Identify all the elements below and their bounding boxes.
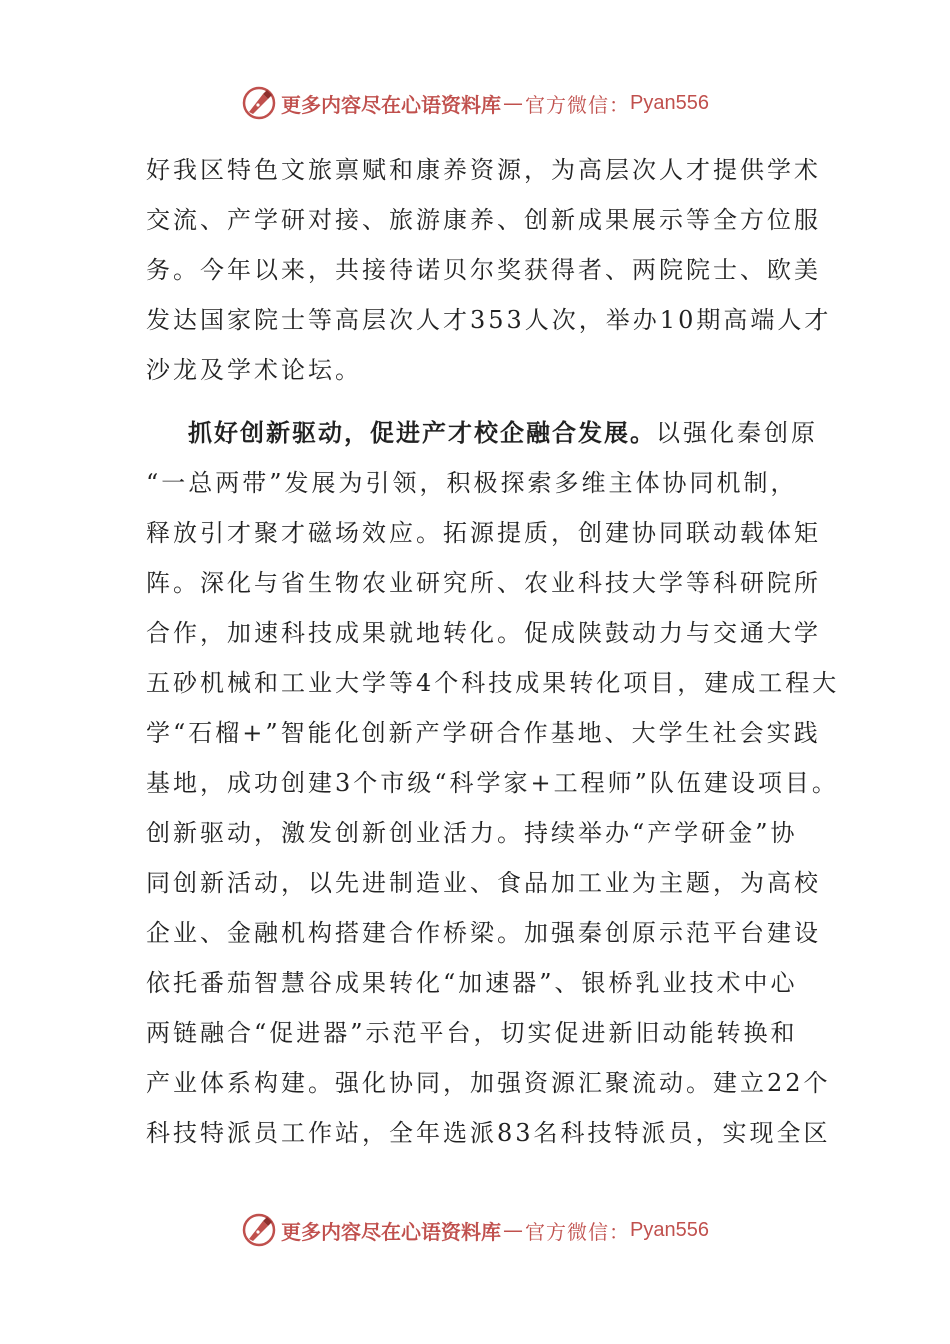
watermark-wechat-label: 官方微信：: [525, 1219, 631, 1244]
text-line: [146, 408, 826, 458]
text-line: 科技特派员工作站，全年选派83名科技特派员，实现全区: [146, 1119, 831, 1147]
footer-watermark: [0, 1210, 950, 1250]
text-line: 好我区特色文旅禀赋和康养资源，为高层次人才提供学术: [146, 156, 821, 184]
text-line: “一总两带”发展为引领，积极探索多维主体协同机制，: [146, 469, 798, 497]
watermark-separator: —: [503, 91, 524, 115]
watermark-wechat-label: 官方微信：: [525, 92, 631, 117]
text-line: 释放引才聚才磁场效应。拓源提质，创建协同联动载体矩: [146, 519, 821, 547]
text-line: 基地，成功创建3个市级“科学家+工程师”队伍建设项目。: [146, 769, 839, 797]
watermark-wechat-id: Pyan556: [630, 1218, 709, 1241]
watermark-site-name: 更多内容尽在心语资料库: [281, 92, 502, 117]
text-line: 创新驱动，激发创新创业活力。持续举办“产学研金”协: [146, 819, 798, 847]
text-line: 发达国家院士等高层次人才353人次，举办10期高端人才: [146, 306, 832, 334]
header-watermark: [0, 83, 950, 123]
text-line: 两链融合“促进器”示范平台，切实促进新旧动能转换和: [146, 1019, 798, 1047]
text-line: 合作，加速科技成果就地转化。促成陕鼓动力与交通大学: [146, 619, 821, 647]
pen-nib-logo-icon: [241, 85, 277, 121]
watermark-wechat-id: Pyan556: [630, 91, 709, 114]
watermark-separator: —: [503, 1218, 524, 1242]
text-line: 产业体系构建。强化协同，加强资源汇聚流动。建立22个: [146, 1069, 831, 1097]
watermark-site-name: 更多内容尽在心语资料库: [281, 1219, 502, 1244]
paragraph-gap: [146, 395, 826, 408]
text-line: 交流、产学研对接、旅游康养、创新成果展示等全方位服: [146, 206, 821, 234]
paragraph-2: [146, 408, 840, 1158]
text-line: 学“石榴+”智能化创新产学研合作基地、大学生社会实践: [146, 719, 821, 747]
text-line: 务。今年以来，共接待诺贝尔奖获得者、两院院士、欧美: [146, 256, 821, 284]
pen-nib-logo-icon: [241, 1212, 277, 1248]
text-line: 沙龙及学术论坛。: [146, 356, 362, 384]
text-line: 企业、金融机构搭建合作桥梁。加强秦创原示范平台建设: [146, 919, 821, 947]
paragraph-heading: 抓好创新驱动，促进产才校企融合发展。: [188, 418, 656, 447]
document-body: [146, 145, 840, 1158]
text-line: 五砂机械和工业大学等4个科技成果转化项目，建成工程大: [146, 669, 840, 697]
text-line: 阵。深化与省生物农业研究所、农业科技大学等科研院所: [146, 569, 821, 597]
text-line: 依托番茄智慧谷成果转化“加速器”、银桥乳业技术中心: [146, 969, 798, 997]
text-line: 同创新活动，以先进制造业、食品加工业为主题，为高校: [146, 869, 821, 897]
text-span: 以强化秦创原: [656, 419, 818, 447]
paragraph-1: [146, 145, 832, 395]
